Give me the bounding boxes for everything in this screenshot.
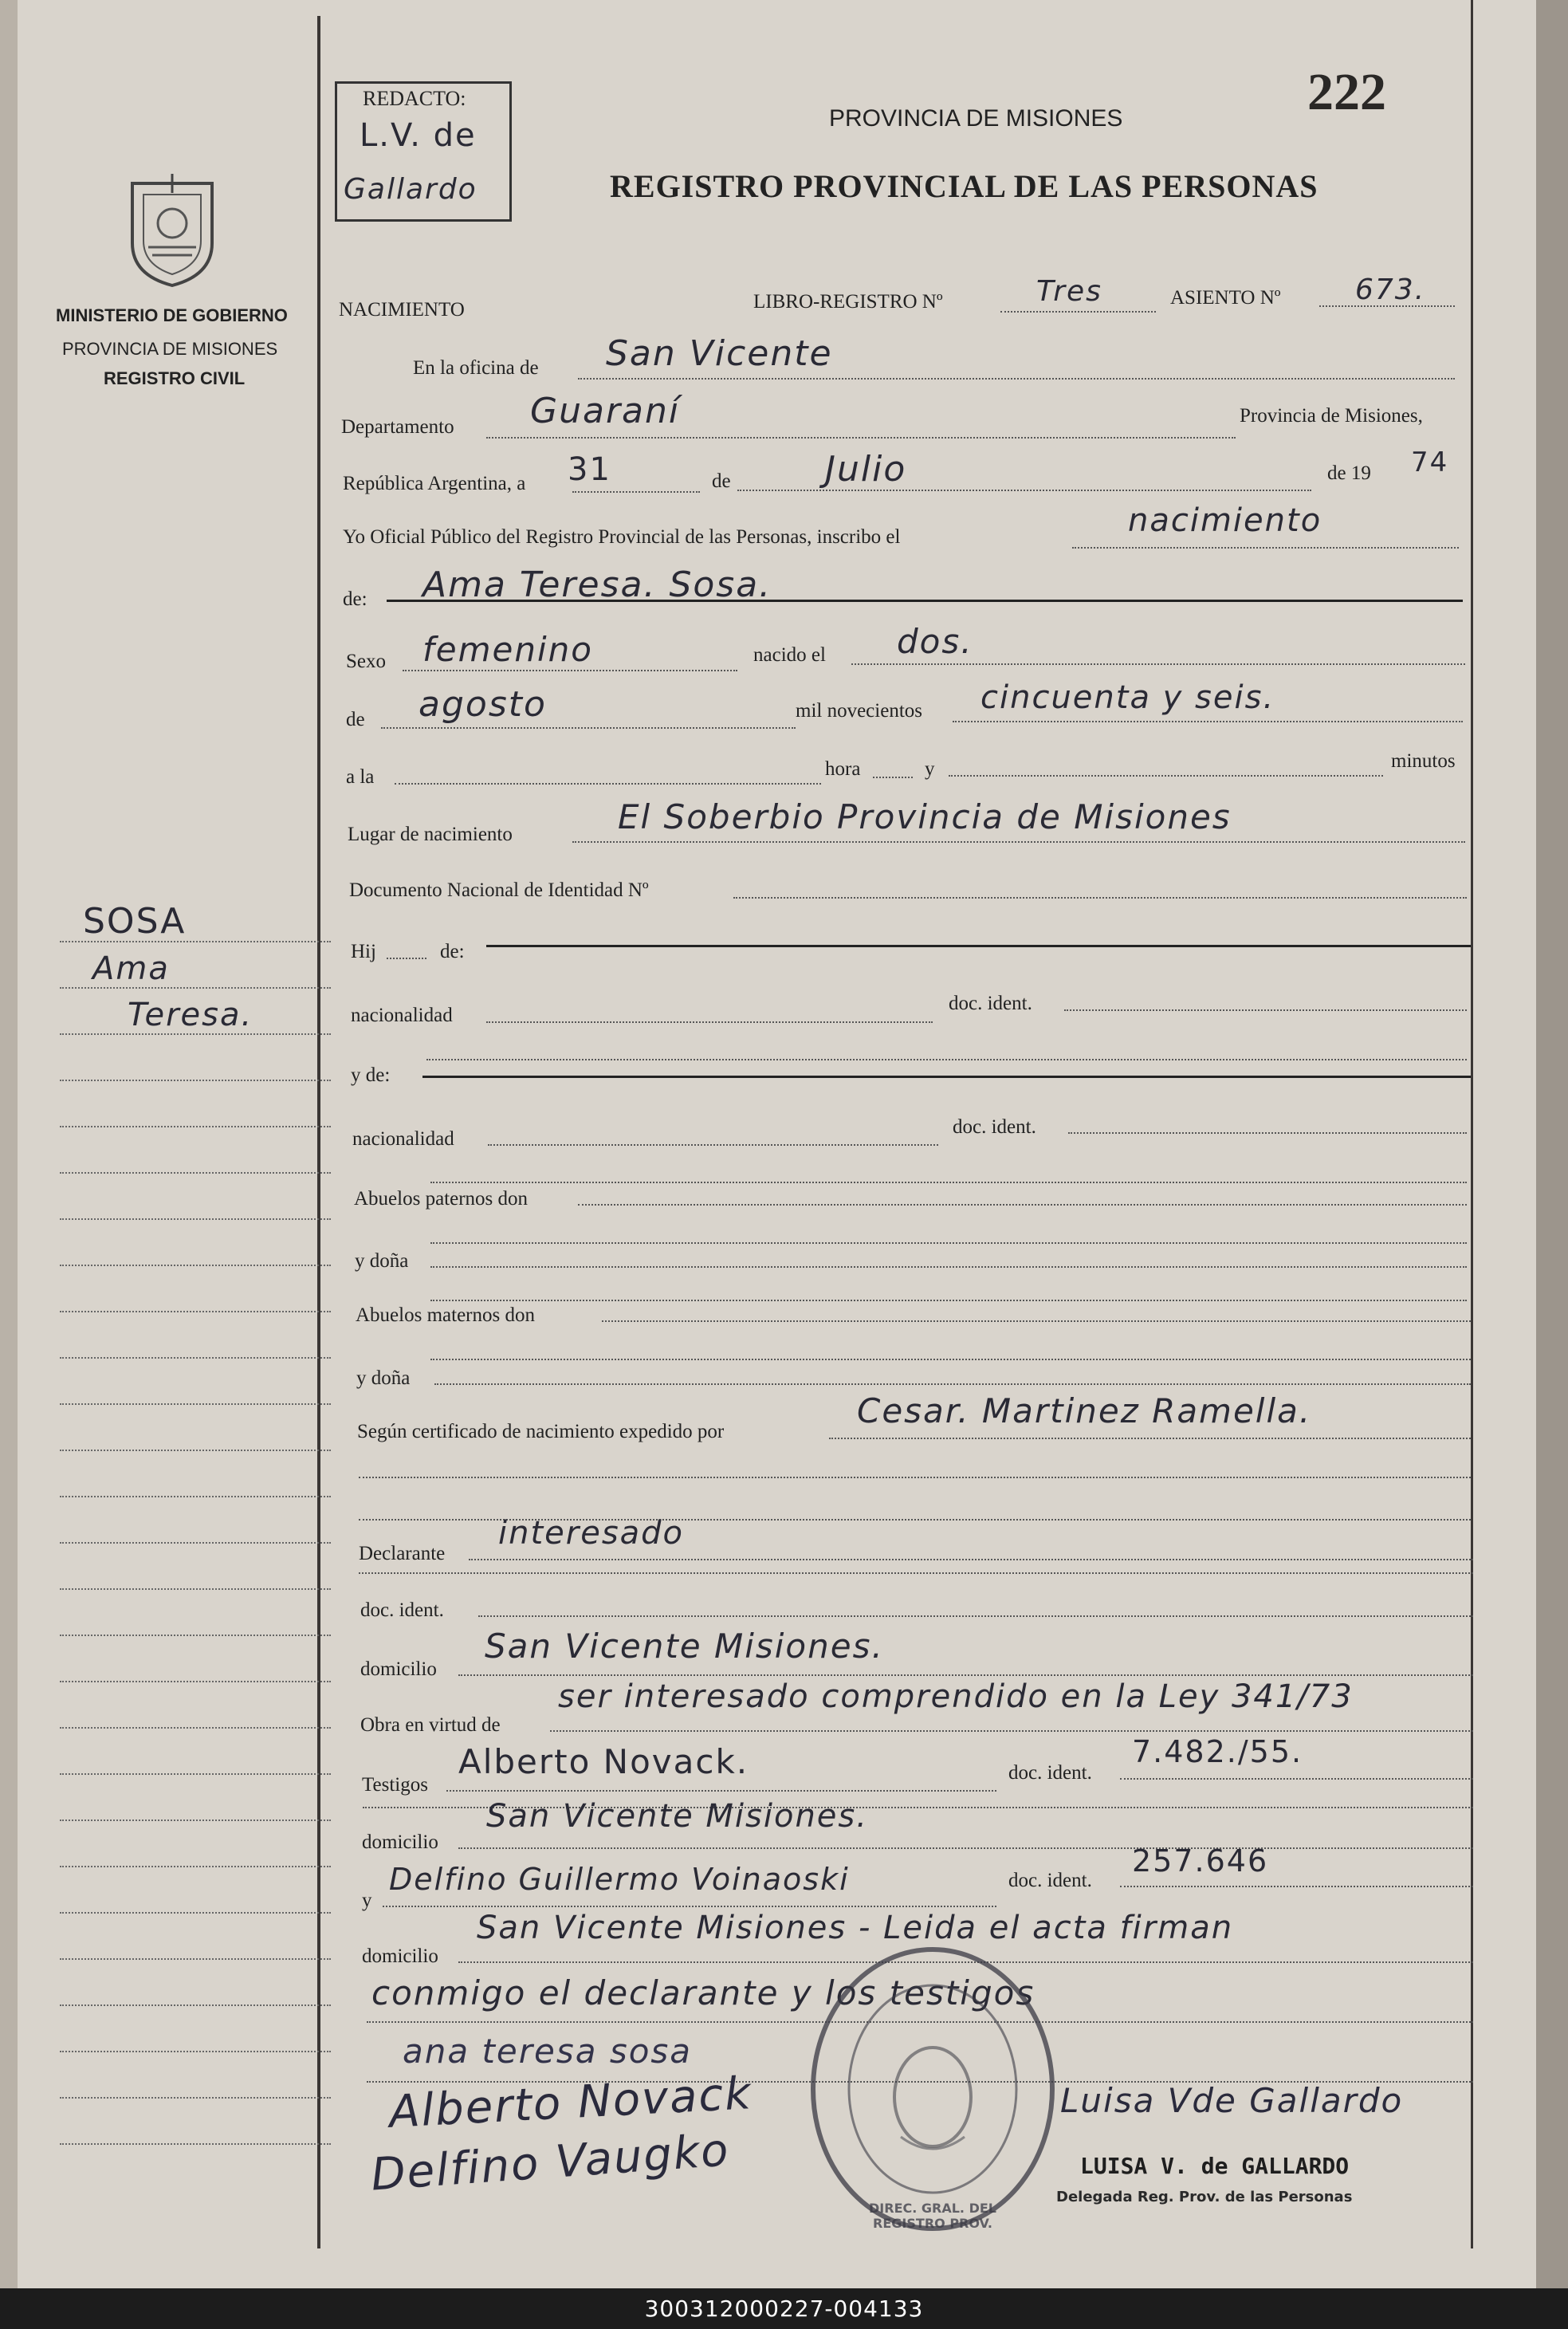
domicilio2-label: domicilio <box>362 1831 438 1853</box>
redacto-line2: Gallardo <box>344 173 477 206</box>
image-code-bar: 300312000227-004133 <box>0 2288 1568 2329</box>
year-value: 74 <box>1411 447 1449 478</box>
declarante-value: interesado <box>498 1515 685 1552</box>
right-rule <box>1471 0 1473 2248</box>
official-stamp <box>801 1938 1064 2240</box>
docident1-label: doc. ident. <box>949 993 1032 1014</box>
margin-ruled-line <box>60 2051 331 2052</box>
testigo1-doc-value: 7.482./55. <box>1132 1734 1303 1769</box>
margin-ruled-line <box>60 1912 331 1914</box>
margin-ruled-line <box>60 2143 331 2145</box>
hij-de-label: de: <box>440 941 465 962</box>
libro-value: Tres <box>1036 275 1102 308</box>
y-label: y <box>925 758 935 780</box>
province-title: PROVINCIA DE MISIONES <box>829 105 1123 132</box>
margin-ruled-line <box>60 1496 331 1497</box>
yde-label: y de: <box>351 1064 391 1086</box>
sexo-label: Sexo <box>346 651 386 672</box>
oficina-label: En la oficina de <box>413 357 539 379</box>
ministry-line3: REGISTRO CIVIL <box>104 368 246 388</box>
mil-label: mil novecientos <box>796 700 922 722</box>
signature-interesada: ana teresa sosa <box>403 2032 693 2071</box>
domicilio3-label: domicilio <box>362 1945 438 1967</box>
signature-oficial: Luisa Vde Gallardo <box>1060 2081 1404 2120</box>
margin-name2: Teresa. <box>128 997 253 1033</box>
testigo2-docident-label: doc. ident. <box>1008 1870 1092 1891</box>
registry-title: REGISTRO PROVINCIAL DE LAS PERSONAS <box>610 168 1318 204</box>
margin-ruled-line <box>60 1958 331 1960</box>
continuation-line: conmigo el declarante y los testigos <box>371 1973 1036 2012</box>
signature-testigo2: Delfino Vaugko <box>369 2124 732 2201</box>
republica-label: República Argentina, a <box>343 473 526 494</box>
asiento-value: 673. <box>1355 273 1426 306</box>
dni-label: Documento Nacional de Identidad Nº <box>349 879 649 901</box>
margin-ruled-line <box>60 1681 331 1682</box>
nacionalidad1-label: nacionalidad <box>351 1005 453 1026</box>
declarante-label: Declarante <box>359 1543 446 1564</box>
ydona2-label: y doña <box>356 1367 411 1389</box>
minutos-label: minutos <box>1391 750 1456 772</box>
margin-ruled-line <box>60 1542 331 1544</box>
anio-nac-value: cincuenta y seis. <box>980 679 1275 716</box>
domicilio-value: San Vicente Misiones. <box>485 1627 884 1666</box>
margin-ruled-line <box>60 1265 331 1266</box>
day-value: 31 <box>568 451 611 488</box>
margin-ruled-line <box>60 1218 331 1220</box>
margin-ruled-line <box>60 1727 331 1729</box>
ala-label: a la <box>346 766 375 788</box>
de-label: de <box>712 470 731 492</box>
margin-ruled-line <box>60 1773 331 1775</box>
obra-value: ser interesado comprendido en la Ley 341/73 <box>558 1678 1354 1715</box>
nacido-label: nacido el <box>753 644 826 666</box>
domicilio1-label: domicilio <box>360 1658 437 1680</box>
ministry-seal <box>116 167 228 287</box>
libro-label: LIBRO-REGISTRO Nº <box>753 291 943 313</box>
page-number: 222 <box>1307 63 1386 121</box>
docident2-label: doc. ident. <box>953 1116 1036 1138</box>
margin-ruled-line <box>60 1635 331 1636</box>
testigo1-value: Alberto Novack. <box>458 1742 749 1781</box>
ministry-line1: MINISTERIO DE GOBIERNO <box>56 305 288 325</box>
testigo2-value: Delfino Guillermo Voinaoski <box>389 1862 850 1897</box>
margin-ruled-line <box>60 1080 331 1081</box>
asiento-label: ASIENTO Nº <box>1170 287 1281 309</box>
page-edge-right <box>1536 0 1568 2288</box>
type-label: NACIMIENTO <box>339 299 465 321</box>
mes-nac-value: agosto <box>419 684 547 725</box>
margin-ruled-line <box>60 941 331 942</box>
domicilio-t1-value: San Vicente Misiones. <box>486 1798 868 1835</box>
margin-ruled-line <box>60 1450 331 1451</box>
y-testigo-label: y <box>362 1890 372 1911</box>
oficial-title: Delegada Reg. Prov. de las Personas <box>1056 2189 1353 2205</box>
binding-left <box>0 0 18 2288</box>
abuelos-p-label: Abuelos paternos don <box>354 1188 529 1210</box>
lugar-value: El Soberbio Provincia de Misiones <box>618 797 1232 836</box>
margin-surname: SOSA <box>83 901 187 942</box>
margin-ruled-line <box>60 1311 331 1312</box>
domicilio-t2-value: San Vicente Misiones - Leida el acta firman <box>477 1910 1234 1946</box>
departamento-label: Departamento <box>341 416 454 438</box>
margin-ruled-line <box>60 1403 331 1405</box>
margin-ruled-line <box>60 2097 331 2099</box>
de2-label: de <box>346 709 365 730</box>
margin-ruled-line <box>60 1866 331 1867</box>
redacto-label: REDACTO: <box>363 87 466 110</box>
margin-ruled-line <box>60 1820 331 1821</box>
sexo-value: femenino <box>422 630 593 669</box>
provincia-label: Provincia de Misiones, <box>1240 405 1423 427</box>
hij-label: Hij <box>351 941 376 962</box>
inscribo-value: nacimiento <box>1128 502 1322 539</box>
nacido-value: dos. <box>897 622 973 661</box>
obra-label: Obra en virtud de <box>360 1714 501 1736</box>
signature-testigo1: Alberto Novack <box>387 2067 754 2138</box>
margin-ruled-line <box>60 2004 331 2006</box>
oficial-label: Yo Oficial Público del Registro Provincial de las Personas, inscribo el <box>343 526 901 548</box>
testigo2-doc-value: 257.646 <box>1132 1843 1269 1879</box>
margin-ruled-line <box>60 1357 331 1359</box>
de-persona-label: de: <box>343 588 367 610</box>
oficial-name: LUISA V. de GALLARDO <box>1080 2153 1350 2179</box>
certificado-value: Cesar. Martinez Ramella. <box>857 1391 1312 1430</box>
lugar-label: Lugar de nacimiento <box>348 824 513 845</box>
month-value: Julio <box>825 449 907 490</box>
margin-ruled-line <box>60 1588 331 1590</box>
margin-name1: Ama <box>92 950 170 987</box>
decl-docident-label: doc. ident. <box>360 1599 444 1621</box>
departamento-value: Guaraní <box>530 391 681 431</box>
margin-ruled-line <box>60 1172 331 1174</box>
testigos-label: Testigos <box>362 1774 428 1796</box>
redacto-line1: L.V. de <box>360 117 477 154</box>
margin-ruled-line <box>60 1126 331 1127</box>
redacto-box <box>335 81 512 222</box>
ydona1-label: y doña <box>355 1250 409 1272</box>
oficina-value: San Vicente <box>606 333 833 374</box>
margin-ruled-line <box>60 1033 331 1035</box>
persona-value: Ama Teresa. Sosa. <box>422 565 772 605</box>
stamp-text: DIREC. GRAL. DEL REGISTRO PROV. <box>869 2201 996 2231</box>
margin-ruled-line <box>60 987 331 989</box>
margin-rule <box>317 16 320 2248</box>
hora-label: hora <box>825 758 861 780</box>
abuelos-m-label: Abuelos maternos don <box>356 1304 535 1326</box>
ministry-line2: PROVINCIA DE MISIONES <box>62 339 278 359</box>
nacionalidad2-label: nacionalidad <box>352 1128 454 1150</box>
de19-label: de 19 <box>1327 462 1371 484</box>
testigo1-docident-label: doc. ident. <box>1008 1762 1092 1784</box>
certificado-label: Según certificado de nacimiento expedido por <box>357 1421 725 1442</box>
